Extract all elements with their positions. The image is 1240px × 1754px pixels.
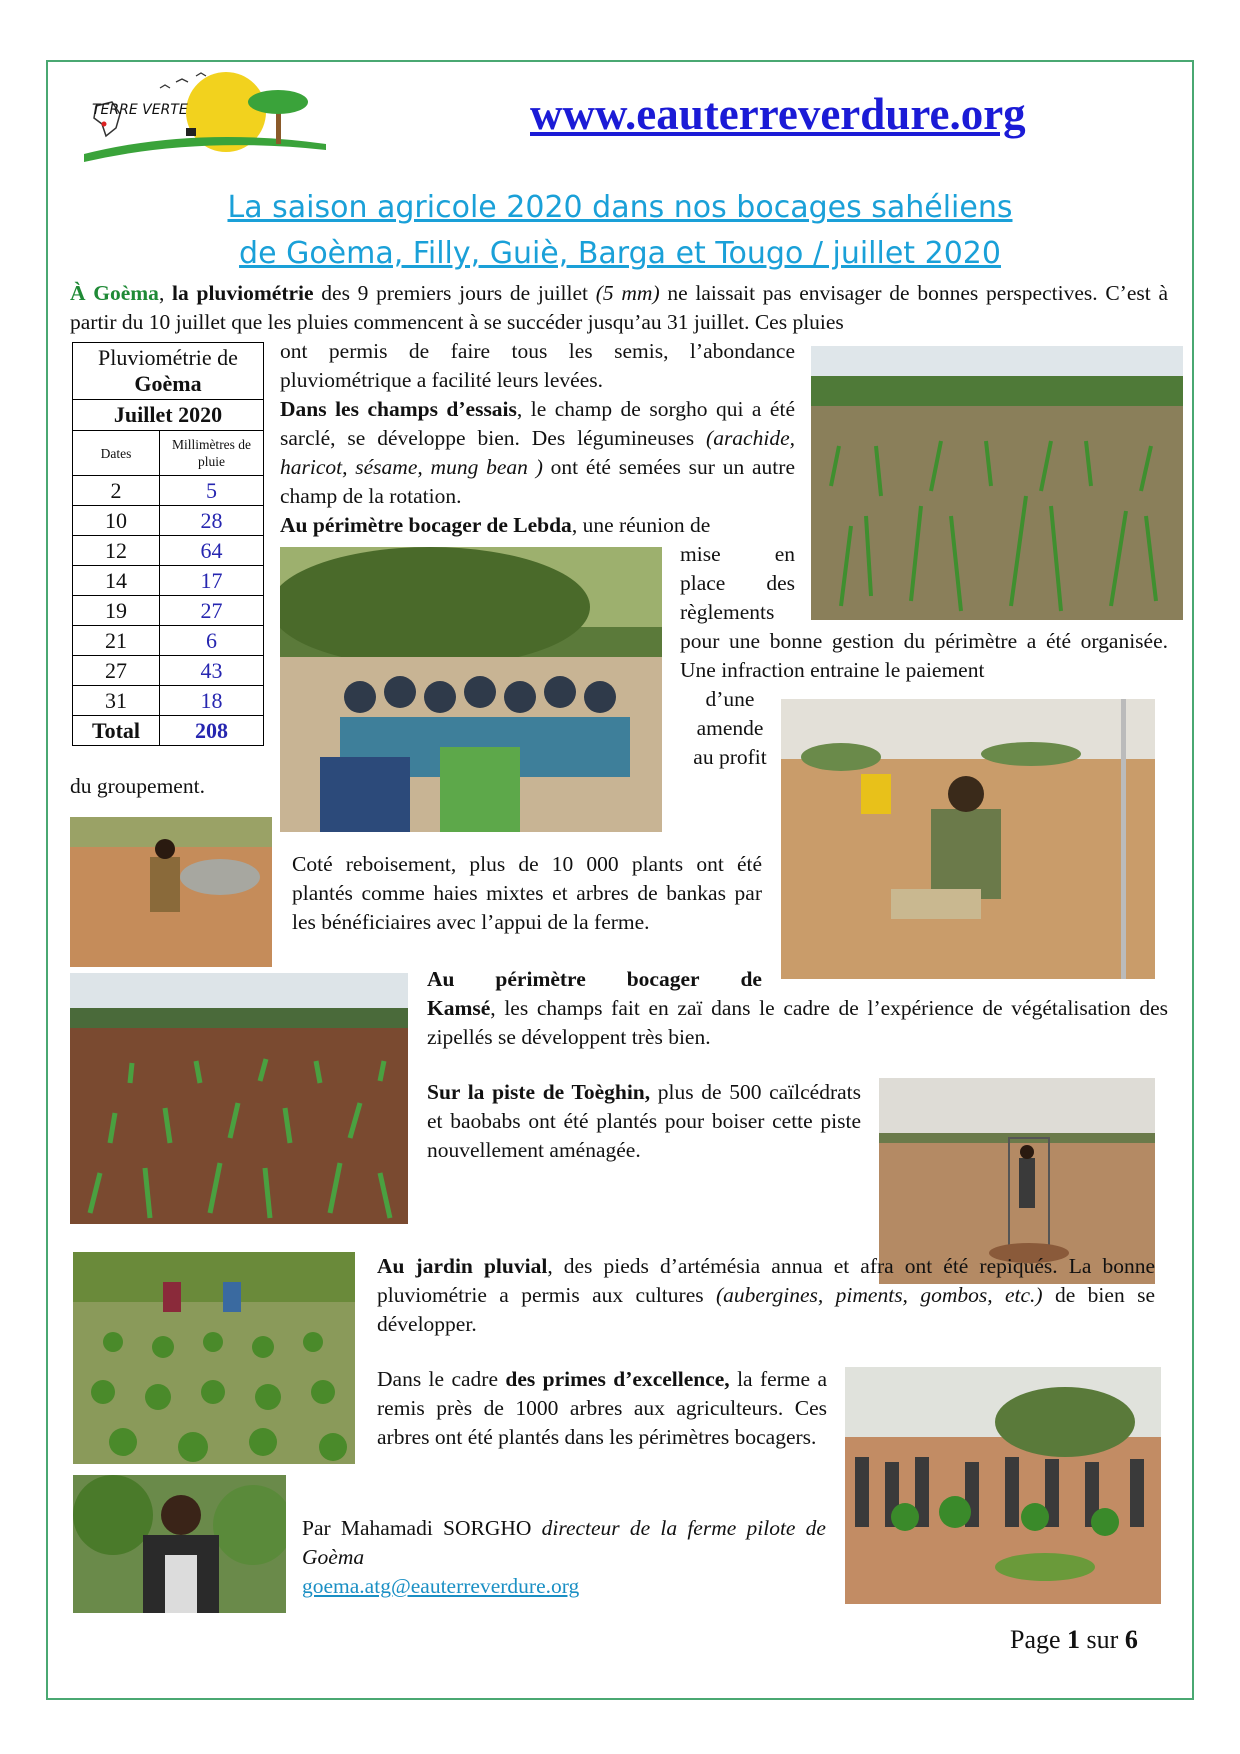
title-line-1: La saison agricole 2020 dans nos bocages sahéliens <box>227 190 1013 225</box>
para-essais <box>280 395 795 511</box>
lebda-w4: des <box>766 571 795 595</box>
rainfall-table <box>72 342 264 746</box>
para-toeghin <box>427 1078 861 1165</box>
toeghin-text: plus de 500 caïlcédrats et baobabs ont été plantés pour boiser cette piste nouvellement aménagée. <box>427 1080 861 1162</box>
row-date: 14 <box>73 566 160 596</box>
row-mm: 18 <box>160 686 264 716</box>
lebda-w6: d’une <box>705 687 755 711</box>
row-mm: 17 <box>160 566 264 596</box>
photo-lebda-meeting <box>280 547 662 832</box>
para-kamse <box>427 965 1168 1052</box>
table-month: Juillet 2020 <box>113 402 223 427</box>
table-row <box>73 476 264 506</box>
row-mm: 28 <box>160 506 264 536</box>
row-date: 19 <box>73 596 160 626</box>
row-date: 21 <box>73 626 160 656</box>
photo-hedge-planting <box>781 699 1155 979</box>
jardin-text-2: de bien se développer. <box>377 1283 1155 1336</box>
kamse-bold-5: Kamsé <box>427 996 491 1020</box>
signature-by: Par Mahamadi SORGHO <box>302 1516 542 1540</box>
table-header <box>73 343 264 400</box>
para-lebda-1 <box>280 511 795 540</box>
intro-text-2: ne laissait pas envisager de bonnes perspectives. C’est à partir du 10 juillet que les pluies commencent à se succéder jusqu’au 31 juillet. Ces pluies <box>70 281 1168 334</box>
photo-author-portrait <box>73 1475 286 1613</box>
jardin-text-1: , des pieds d’artémésia annua et afra ont été repiqués. La bonne pluviométrie a permis aux cultures <box>377 1254 1155 1307</box>
signature-email-link[interactable]: goema.atg@eauterreverdure.org <box>302 1574 580 1598</box>
intro-text-1: des 9 premiers jours de juillet <box>313 281 596 305</box>
row-mm: 6 <box>160 626 264 656</box>
table-row <box>73 626 264 656</box>
lebda-text-2: pour une bonne gestion du périmètre a été organisée. Une infraction entraine le paiement <box>680 629 1168 682</box>
lebda-w8: au profit <box>693 745 767 769</box>
essais-italic: (arachide, haricot, sésame, mung bean ) <box>280 426 795 479</box>
kamse-bold-4: de <box>740 967 762 991</box>
photo-kamse-field <box>70 973 408 1224</box>
lebda-end: du groupement. <box>70 774 205 798</box>
signature-role: directeur de la ferme pilote de Goèma <box>302 1516 826 1569</box>
photo-sorghum-field <box>811 346 1183 620</box>
primes-text-2: la ferme a remis près de 1000 arbres aux agriculteurs. Ces arbres ont été plantés dans les périmètres bocagers. <box>377 1367 827 1449</box>
jardin-bold: Au jardin pluvial <box>377 1254 548 1278</box>
lebda-w2: en <box>774 542 795 566</box>
kamse-bold-3: bocager <box>626 967 700 991</box>
jardin-italic: (aubergines, piments, gombos, etc.) <box>716 1283 1043 1307</box>
page-number <box>1010 1625 1138 1655</box>
kamse-bold-2: périmètre <box>495 967 586 991</box>
lebda-words-col <box>680 540 795 627</box>
row-date: 12 <box>73 536 160 566</box>
title-line-2: de Goèma, Filly, Guiè, Barga et Tougo / juillet 2020 <box>239 236 1001 271</box>
col-dates: Dates <box>73 431 160 476</box>
table-total-row <box>73 716 264 746</box>
lebda-w7: amende <box>696 716 764 740</box>
logo-text: TERRE VERTE <box>92 102 188 118</box>
total-label: Total <box>91 717 141 743</box>
website-link[interactable]: www.eauterreverdure.org <box>530 89 1026 139</box>
signature <box>302 1514 826 1601</box>
table-row <box>73 536 264 566</box>
row-date: 10 <box>73 506 160 536</box>
table-row <box>73 686 264 716</box>
toeghin-bold: Sur la piste de Toèghin, <box>427 1080 651 1104</box>
photo-primes-group <box>845 1367 1161 1604</box>
row-mm: 27 <box>160 596 264 626</box>
para-reboisement: Coté reboisement, plus de 10 000 plants ont été plantés comme haies mixtes et arbres de bankas par les bénéficiaires avec l’appui de la ferme. <box>292 852 762 934</box>
row-mm: 64 <box>160 536 264 566</box>
intro-place: À Goèma <box>70 281 159 305</box>
logo <box>76 66 336 178</box>
lebda-words-2 <box>680 685 780 772</box>
table-row <box>73 566 264 596</box>
photo-zai-digging <box>70 817 272 967</box>
essais-text-1: , le champ de sorgho qui a été sarclé, se développe bien. Des légumineuses <box>280 397 795 450</box>
essais-text-2: ont été semées sur un autre champ de la rotation. <box>280 455 795 508</box>
intro-amount: (5 mm) <box>595 281 660 305</box>
lebda-w3: place <box>680 571 726 595</box>
table-place: Goèma <box>134 371 202 396</box>
para-jardin <box>377 1252 1155 1339</box>
kamse-text: , les champs fait en zaï dans le cadre de l’expérience de végétalisation des zipellés se développent très bien. <box>427 996 1168 1049</box>
para-primes <box>377 1365 827 1452</box>
row-mm: 43 <box>160 656 264 686</box>
lebda-w1: mise <box>680 542 721 566</box>
page-current: 1 <box>1067 1625 1081 1654</box>
intro-paragraph <box>70 279 1168 337</box>
col-mm: Millimètres de pluie <box>160 431 264 476</box>
row-date: 27 <box>73 656 160 686</box>
total-value: 208 <box>195 717 228 743</box>
table-row <box>73 656 264 686</box>
kamse-bold-1: Au <box>427 967 455 991</box>
primes-text-1: Dans le cadre <box>377 1367 506 1391</box>
page-total: 6 <box>1124 1625 1138 1654</box>
photo-jardin-pluvial <box>73 1252 355 1464</box>
row-mm: 5 <box>160 476 264 506</box>
para-semis: ont permis de faire tous les semis, l’abondance pluviométrique a facilité leurs levées. <box>280 339 795 392</box>
page-word: Page <box>1010 1625 1068 1654</box>
lebda-w5: règlements <box>680 600 775 624</box>
primes-bold: des primes d’excellence, <box>505 1367 730 1391</box>
lebda-text-1: , une réunion de <box>571 513 711 537</box>
page-of: sur <box>1080 1625 1125 1654</box>
table-row <box>73 596 264 626</box>
essais-bold: Dans les champs d’essais <box>280 397 517 421</box>
lebda-bold: Au périmètre bocager de Lebda <box>280 513 572 537</box>
table-title: Pluviométrie de <box>98 345 238 370</box>
intro-sep: , <box>158 281 173 305</box>
row-date: 31 <box>73 686 160 716</box>
row-date: 2 <box>73 476 160 506</box>
table-row <box>73 506 264 536</box>
intro-topic: la pluviométrie <box>172 281 314 305</box>
